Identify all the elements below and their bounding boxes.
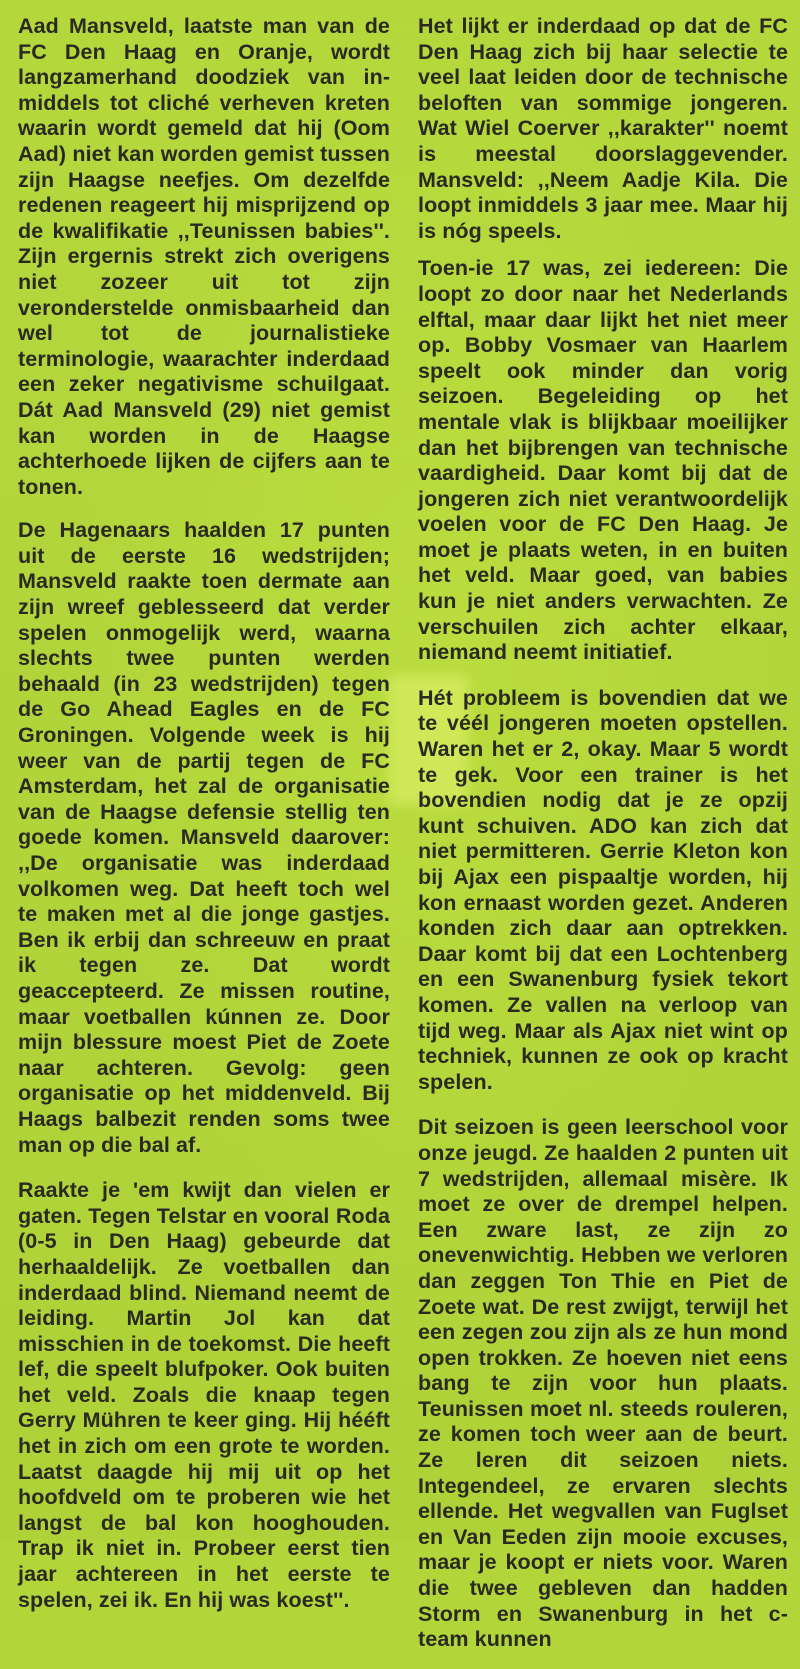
right-column [418, 14, 788, 1669]
paragraph: Toen-ie 17 was, zei iedereen: Die loopt zo door naar het Nederlands elftal, maar daar lijkt het niet meer op. Bobby Vosmaer van Haarlem speelt ook minder dan vorig seizoen. Begeleiding op het mentale vlak is blijkbaar moeilijker dan het bijbrengen van technische vaardigheid. Daar komt bij dat de jongeren zich niet verantwoordelijk voelen voor de FC Den Haag. Je moet je plaats weten, in en buiten het veld. Maar goed, van babies kun je niet anders verwachten. Ze verschuilen zich achter elkaar, niemand neemt initiatief. [418, 256, 788, 665]
left-column [18, 14, 390, 1629]
paragraph: Dit seizoen is geen leerschool voor onze jeugd. Ze haalden 2 punten uit 7 wedstrijden, allemaal misère. Ik moet ze over de drempel helpen. Een zware last, ze zijn zo onevenwichtig. Hebben we verloren dan zeggen Ton Thie en Piet de Zoete wat. De rest zwijgt, terwijl het een zegen zou zijn als ze hun mond open trokken. Ze hoeven niet eens bang te zijn voor hun plaats. Teunissen moet nl. steeds rouleren, ze komen toch weer aan de beurt. Ze leren dit seizoen niets. Integendeel, ze ervaren slechts ellende. Het wegvallen van Fuglset en Van Eeden zijn mooie excuses, maar je koopt er niets voor. Waren die twee gebleven dan hadden Storm en Swanenburg in het c-team kunnen [418, 1115, 788, 1652]
paragraph: De Hagenaars haalden 17 punten uit de eerste 16 wedstrijden; Mansveld raakte toen dermate aan zijn wreef geblesseerd dat verder spelen onmogelijk werd, waarna slechts twee punten werden behaald (in 23 wedstrijden) tegen de Go Ahead Eagles en de FC Groningen. Volgende week is hij weer van de partij tegen de FC Amsterdam, het zal de organisatie van de Haagse defensie stellig ten goede komen. Mansveld daarover: ,,De organisatie was inderdaad volkomen weg. Dat heeft toch wel te maken met al die jonge gastjes. Ben ik erbij dan schreeuw en praat ik tegen ze. Dat wordt geaccepteerd. Ze missen routine, maar voetballen kúnnen ze. Door mijn blessure moest Piet de Zoete naar achteren. Gevolg: geen organisatie op het middenveld. Bij Haags balbezit renden soms twee man op die bal af. [18, 518, 390, 1157]
paragraph: Het lijkt er inderdaad op dat de FC Den Haag zich bij haar selectie te veel laat leiden door de technische beloften van sommige jongeren. Wat Wiel Coerver ,,karakter'' noemt is meestal doorslaggevender. Mansveld: ,,Neem Aadje Kila. Die loopt inmiddels 3 jaar mee. Maar hij is nóg speels. [418, 14, 788, 243]
paragraph: Raakte je 'em kwijt dan vielen er gaten. Tegen Telstar en vooral Roda (0-5 in Den Haag) gebeurde dat herhaaldelijk. Ze voetballen dan inderdaad blind. Niemand neemt de leiding. Martin Jol kan dat misschien in de toekomst. Die heeft lef, die speelt blufpoker. Ook buiten het veld. Zoals die knaap tegen Gerry Mühren te keer ging. Hij hééft het in zich om een grote te worden. Laatst daagde hij mij uit op het hoofdveld om te proberen wie het langst de bal kon hooghouden. Trap ik niet in. Probeer eerst tien jaar achtereen in het eerste te spelen, zei ik. En hij was koest''. [18, 1178, 390, 1612]
paragraph: Aad Mansveld, laatste man van de FC Den Haag en Oranje, wordt langzamerhand doodziek van inmiddels tot cliché verheven kreten waarin wordt gemeld dat hij (Oom Aad) niet kan worden gemist tussen zijn Haagse neefjes. Om dezelfde redenen reageert hij misprijzend op de kwalifikatie ,,Teunissen babies''. Zijn ergernis strekt zich overigens niet zozeer uit tot zijn veronderstelde onmisbaarheid dan wel tot de journalistieke terminologie, waarachter inderdaad een zeker negativisme schuilgaat. Dát Aad Mansveld (29) niet gemist kan worden in de Haagse achterhoede lijken de cijfers aan te tonen. [18, 14, 390, 499]
paragraph: Hét probleem is bovendien dat we te véél jongeren moeten opstellen. Waren het er 2, okay. Maar 5 wordt te gek. Voor een trainer is het bovendien nodig dat je ze opzij kunt schuiven. ADO kan zich dat niet permitteren. Gerrie Kleton kon bij Ajax een pispaaltje worden, hij kon ernaast worden gezet. Anderen konden zich daar aan optrekken. Daar komt bij dat een Lochtenberg en een Swanenburg fysiek tekort komen. Ze vallen na verloop van tijd weg. Maar als Ajax niet wint op techniek, kunnen ze ook op kracht spelen. [418, 685, 788, 1094]
